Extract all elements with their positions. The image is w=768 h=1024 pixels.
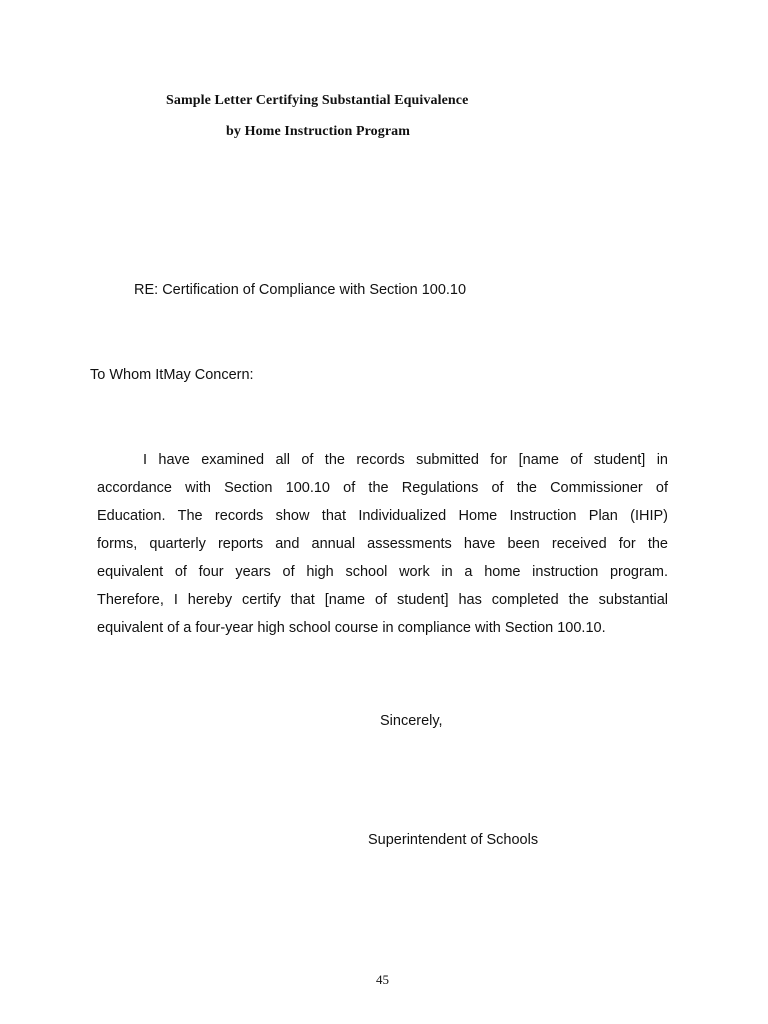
document-subtitle: by Home Instruction Program xyxy=(226,124,411,139)
document-title: Sample Letter Certifying Substantial Equivalence xyxy=(166,93,469,108)
closing: Sincerely, xyxy=(380,713,443,729)
body-line: accordance with Section 100.10 of the Regulations of the Commissioner of xyxy=(97,480,668,496)
body-line: equivalent of four years of high school work in a home instruction program. xyxy=(97,564,668,580)
body-line: forms, quarterly reports and annual assessments have been received for the xyxy=(97,536,668,552)
body-line: Therefore, I hereby certify that [name of student] has completed the substantial xyxy=(97,592,668,608)
re-line: RE: Certification of Compliance with Section 100.10 xyxy=(134,282,467,298)
body-line: equivalent of a four-year high school course in compliance with Section 100.10. xyxy=(97,620,606,636)
page-number: 45 xyxy=(376,972,389,987)
body-line: I have examined all of the records submitted for [name of student] in xyxy=(143,452,668,468)
body-line: Education. The records show that Individualized Home Instruction Plan (IHIP) xyxy=(97,508,668,524)
salutation: To Whom ItMay Concern: xyxy=(90,367,254,383)
signature-line: Superintendent of Schools xyxy=(368,832,539,848)
body-paragraph xyxy=(97,446,668,642)
